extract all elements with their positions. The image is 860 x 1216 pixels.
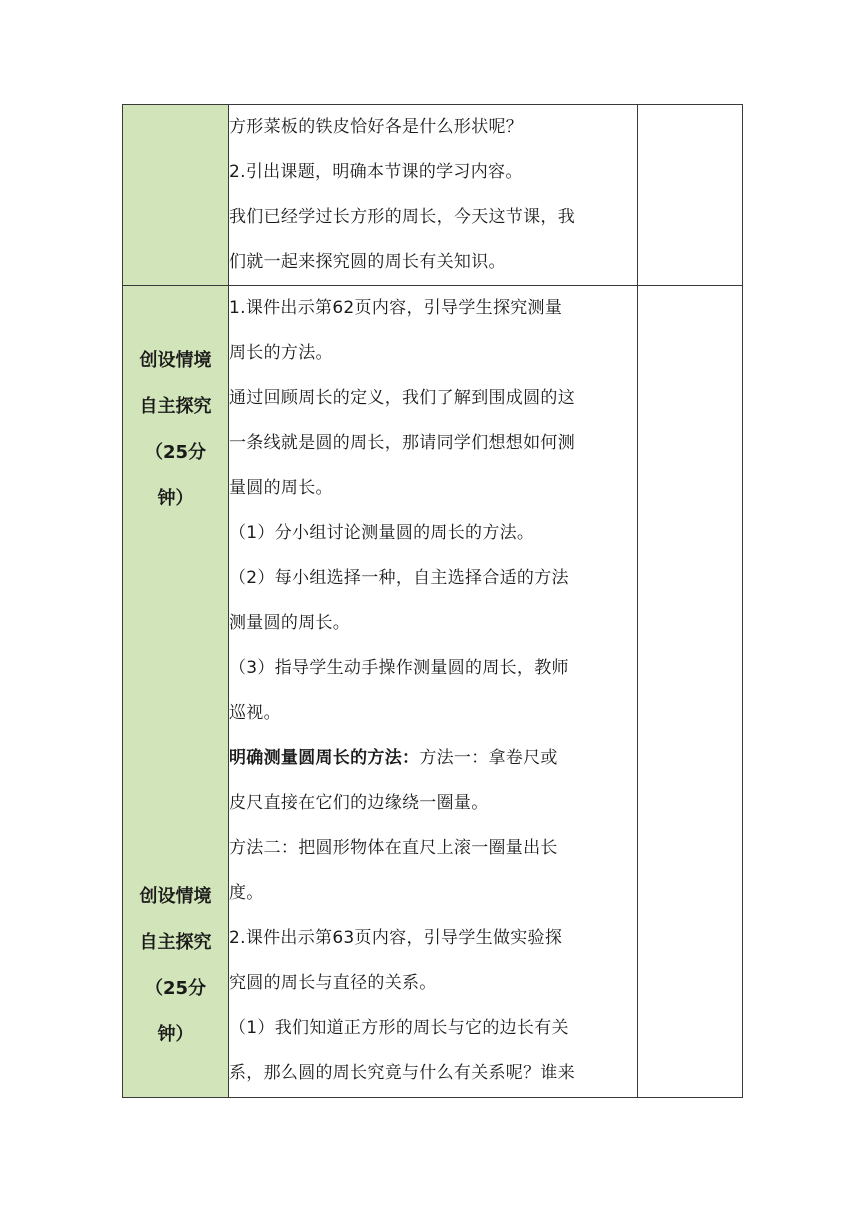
table-row	[123, 286, 743, 1098]
bold-lead: 明确测量圆周长的方法：	[229, 748, 420, 768]
content-cell	[229, 286, 638, 1098]
stage-label-line: 自主探究	[139, 932, 212, 953]
stage-label-line: 钟）	[157, 488, 194, 509]
stage-label-line: （25分	[144, 442, 207, 463]
stage-cell	[123, 286, 229, 1098]
text-line: 巡视。	[229, 703, 281, 723]
text-line: 皮尺直接在它们的边缘绕一圈量。	[229, 793, 489, 813]
stage-label-line: （25分	[144, 978, 207, 999]
text-line: 系，那么圆的周长究竟与什么有关系呢？谁来	[229, 1063, 575, 1083]
text-line: 度。	[229, 883, 264, 903]
table-row	[123, 105, 743, 286]
text-line: 测量圆的周长。	[229, 613, 351, 633]
text-line: 一条线就是圆的周长，那请同学们想想如何测	[229, 433, 575, 453]
text-line: 1.课件出示第62页内容，引导学生探究测量	[229, 298, 563, 318]
text-line: 们就一起来探究圆的周长有关知识。	[229, 252, 506, 272]
text-line: （2）每小组选择一种，自主选择合适的方法	[229, 568, 569, 588]
text-line: 方法二：把圆形物体在直尺上滚一圈量出长	[229, 838, 558, 858]
stage-label	[123, 874, 228, 1058]
text-line: 我们已经学过长方形的周长，今天这节课，我	[229, 207, 575, 227]
text-line: 2.引出课题，明确本节课的学习内容。	[229, 162, 523, 182]
stage-label	[123, 338, 228, 522]
text-line: （3）指导学生动手操作测量圆的周长，教师	[229, 658, 569, 678]
text-line: 究圆的周长与直径的关系。	[229, 973, 437, 993]
stage-cell	[123, 105, 229, 286]
text-line: 方形菜板的铁皮恰好各是什么形状呢？	[229, 117, 524, 137]
stage-label-line: 创设情境	[139, 886, 212, 907]
lesson-plan-table	[122, 104, 743, 1098]
notes-cell	[638, 105, 743, 286]
text-line: 2.课件出示第63页内容，引导学生做实验探	[229, 928, 563, 948]
text-line	[229, 736, 637, 781]
text-line: （1）分小组讨论测量圆的周长的方法。	[229, 523, 535, 543]
stage-label-line: 钟）	[157, 1024, 194, 1045]
text-fragment: 方法一：拿卷尺或	[419, 748, 558, 768]
text-line: 通过回顾周长的定义，我们了解到围成圆的这	[229, 388, 575, 408]
stage-label-line: 创设情境	[139, 350, 212, 371]
stage-label-line: 自主探究	[139, 396, 212, 417]
notes-cell	[638, 286, 743, 1098]
text-line: 量圆的周长。	[229, 478, 333, 498]
content-cell	[229, 105, 638, 286]
text-line: 周长的方法。	[229, 343, 333, 363]
text-line: （1）我们知道正方形的周长与它的边长有关	[229, 1018, 569, 1038]
